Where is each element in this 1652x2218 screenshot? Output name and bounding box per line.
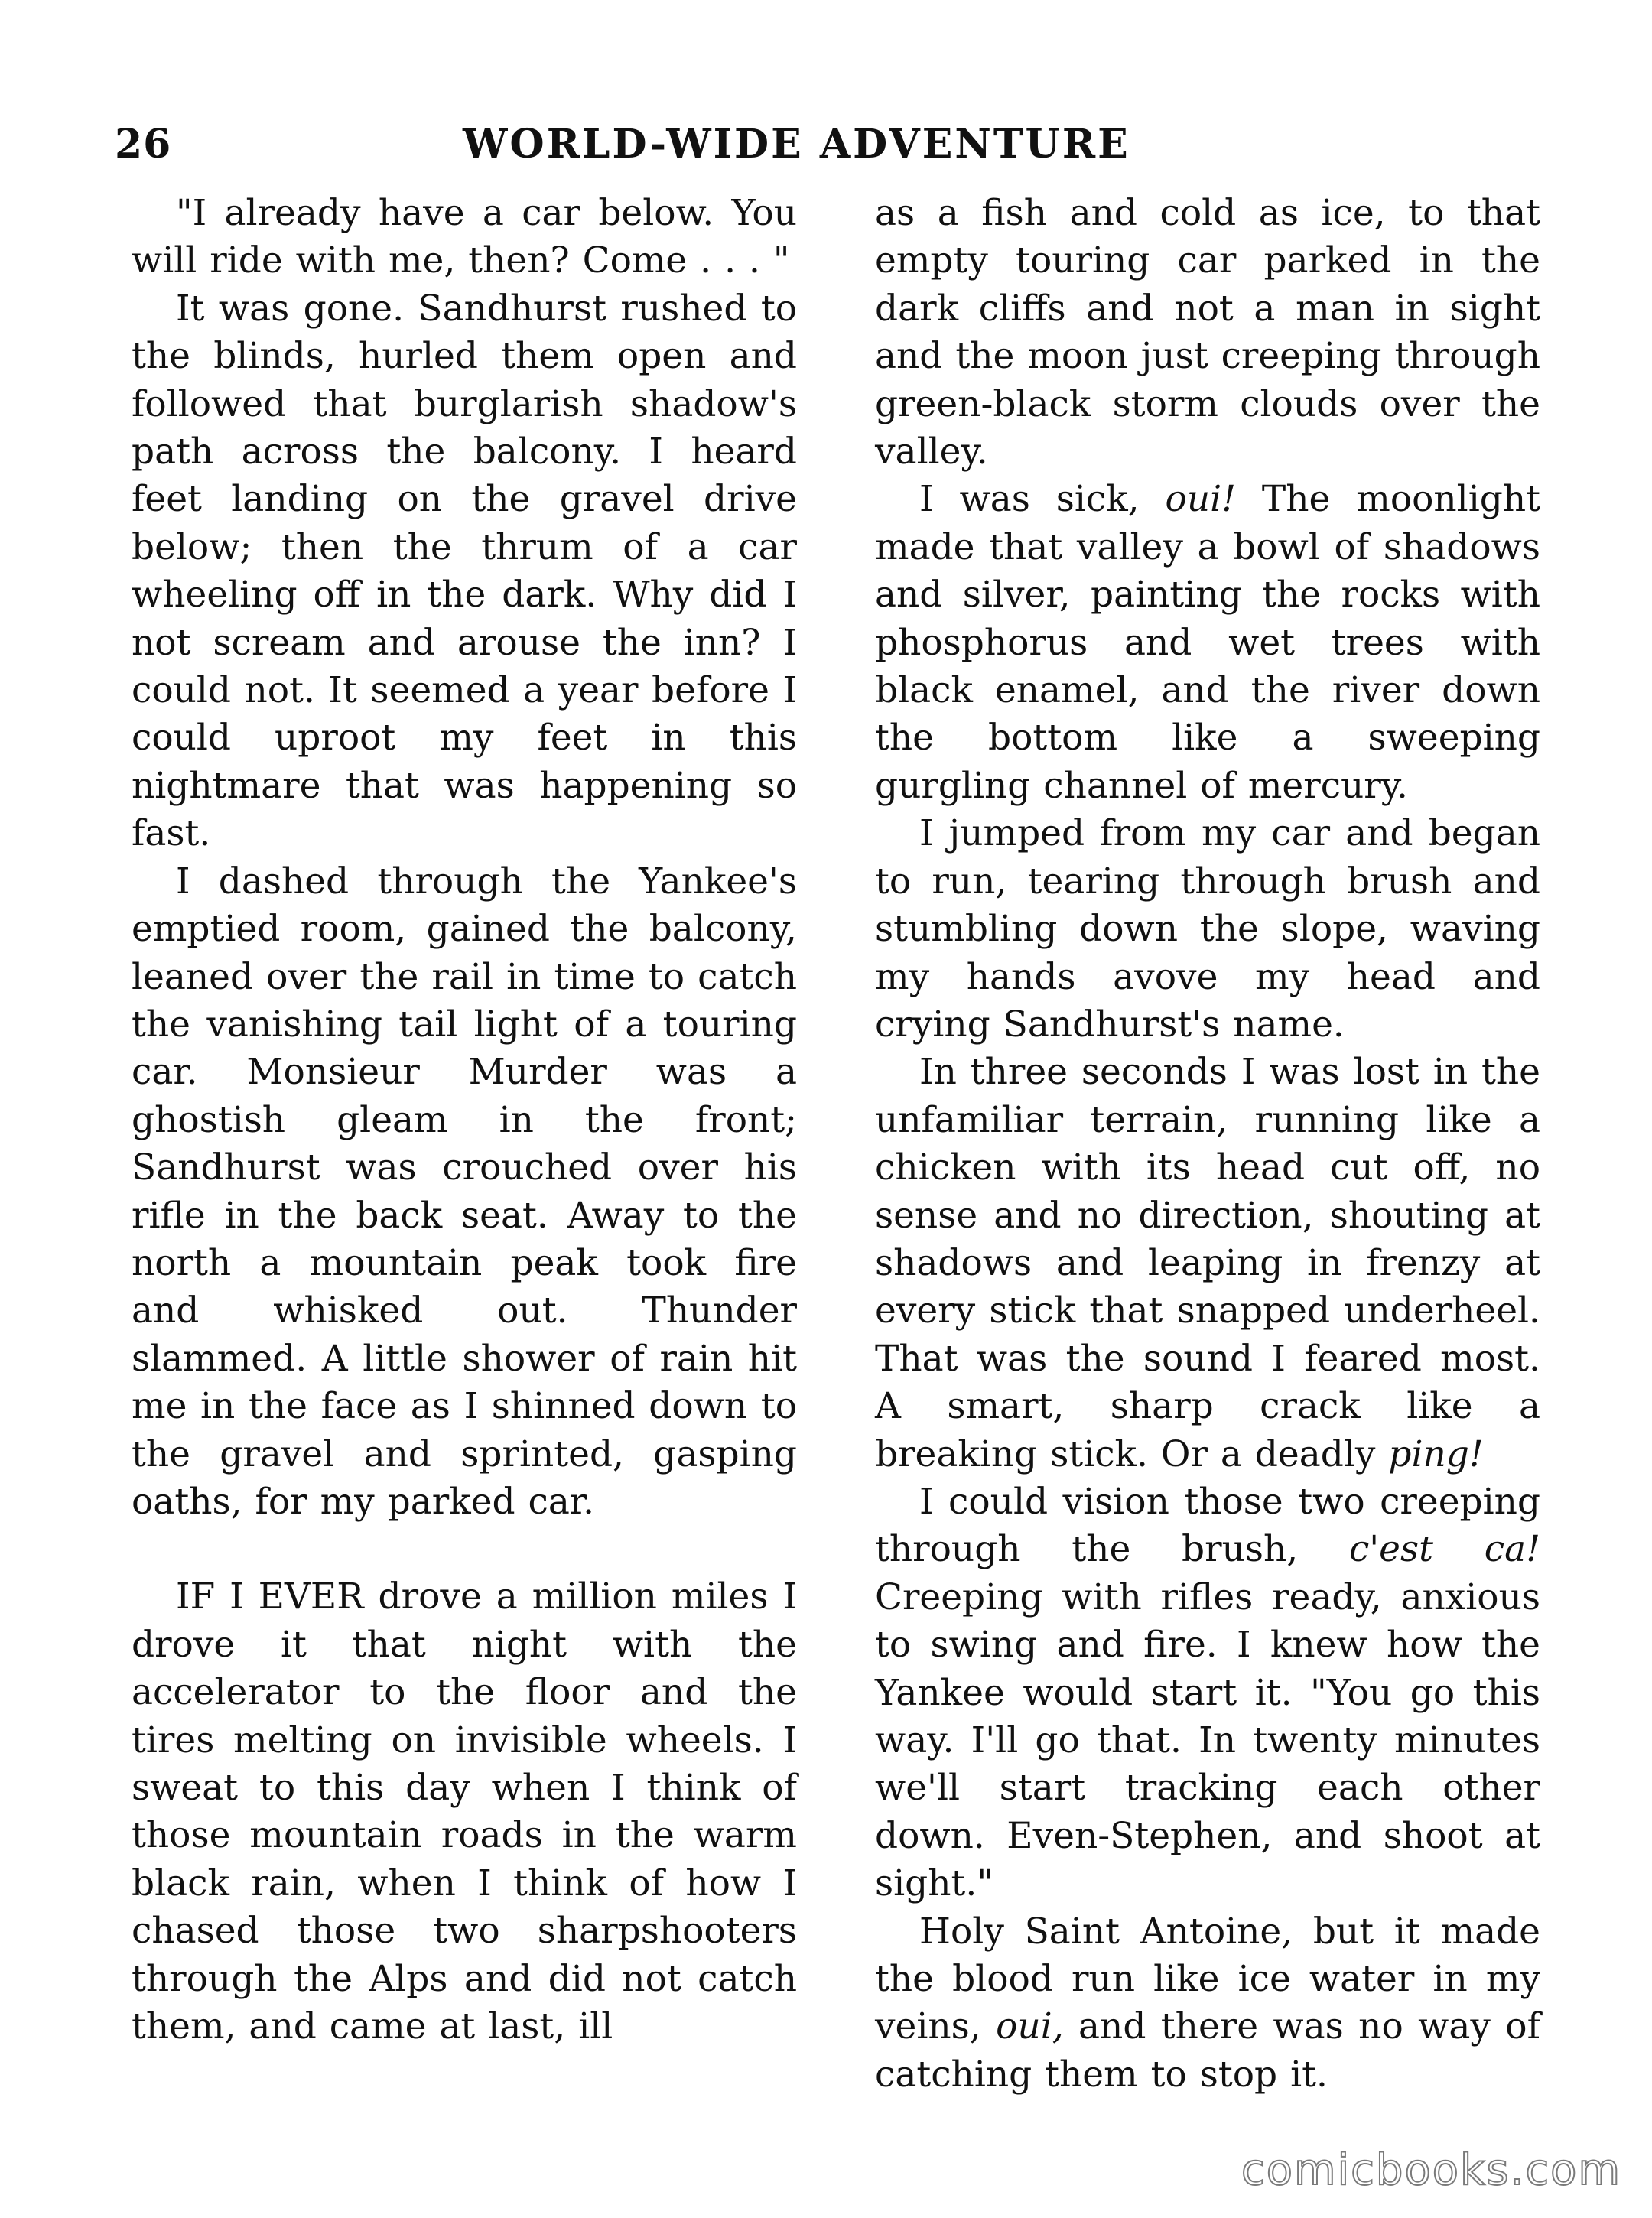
text-run: I was sick, (919, 478, 1166, 521)
watermark: comicbooks.com (1241, 2145, 1621, 2195)
text-run: The moonlight made that valley a bowl of shadows and silver, painting the rocks with phosphorus and wet trees with black enamel, and the river down the bottom like a sweeping gurgling channel of mercury. (875, 478, 1540, 807)
text-run: I could vision those two creeping through the brush, (875, 1480, 1540, 1571)
paragraph (875, 1908, 1540, 2099)
paragraph (875, 1478, 1540, 1908)
italic-text: c'est ca! (1348, 1528, 1540, 1571)
italic-text: oui! (1165, 478, 1237, 521)
text-run: Holy Saint Antoine, but it made the blood run like ice water in my veins, (875, 1910, 1540, 2048)
running-title: WORLD-WIDE ADVENTURE (463, 121, 1130, 167)
page-header (115, 121, 1553, 174)
paragraph: I jumped from my car and began to run, tearing through brush and stumbling down the slope, waving my hands avove my head and crying Sandhurst's name. (875, 812, 1540, 1046)
text-run: and there was no way of catching them to stop it. (875, 2005, 1540, 2096)
text-run: Creeping with rifles ready, anxious to swing and fire. I knew how the Yankee would start it. "You go this way. I'll go that. In twenty minutes we'll start tracking each other down. Even-Stephen, and shoot at sight." (875, 1576, 1540, 1905)
paragraph: "I already have a car below. You will ride with me, then? Come . . . " (132, 192, 797, 282)
italic-text: oui, (996, 2005, 1064, 2048)
paragraph: I dashed through the Yankee's emptied room, gained the balcony, leaned over the rail in time to catch the vanishing tail light of a touring car. Monsieur Murder was a ghostish gleam in the front; Sandhurst was crouched over his rifle in the back seat. Away to the north a mountain peak took fire and whisked out. Thunder slammed. A little shower of rain hit me in the face as I shinned down to the gravel and sprinted, gasping oaths, for my parked car. (132, 860, 797, 1523)
paragraph: as a fish and cold as ice, to that empty touring car parked in the dark cliffs and not a man in sight and the moon just creeping through green-black storm clouds over the valley. (875, 192, 1540, 473)
right-column (875, 190, 1540, 2099)
section-start-paragraph: IF I EVER drove a million miles I drove it that night with the accelerator to the floor and the tires melting on invisible wheels. I sweat to this day when I think of those mountain roads in the warm black rain, when I think of how I chased those two sharpshooters through the Alps and did not catch them, and came at last, ill (132, 1576, 797, 2048)
page-number: 26 (115, 121, 172, 167)
italic-text: ping! (1388, 1433, 1484, 1475)
paragraph (875, 476, 1540, 810)
paragraph: It was gone. Sandhurst rushed to the blinds, hurled them open and followed that burglarish shadow's path across the balcony. I heard feet landing on the gravel drive below; then the thrum of a car wheeling off in the dark. Why did I not scream and arouse the inn? I could not. It seemed a year before I could uproot my feet in this nightmare that was happening so fast. (132, 287, 797, 855)
paragraph (875, 1049, 1540, 1478)
left-column (132, 190, 797, 2051)
text-run: In three seconds I was lost in the unfamiliar terrain, running like a chicken with its head cut off, no sense and no direction, shouting at shadows and leaping in frenzy at every stick that snapped underheel. That was the sound I feared most. A smart, sharp crack like a breaking stick. Or a deadly (875, 1051, 1540, 1475)
